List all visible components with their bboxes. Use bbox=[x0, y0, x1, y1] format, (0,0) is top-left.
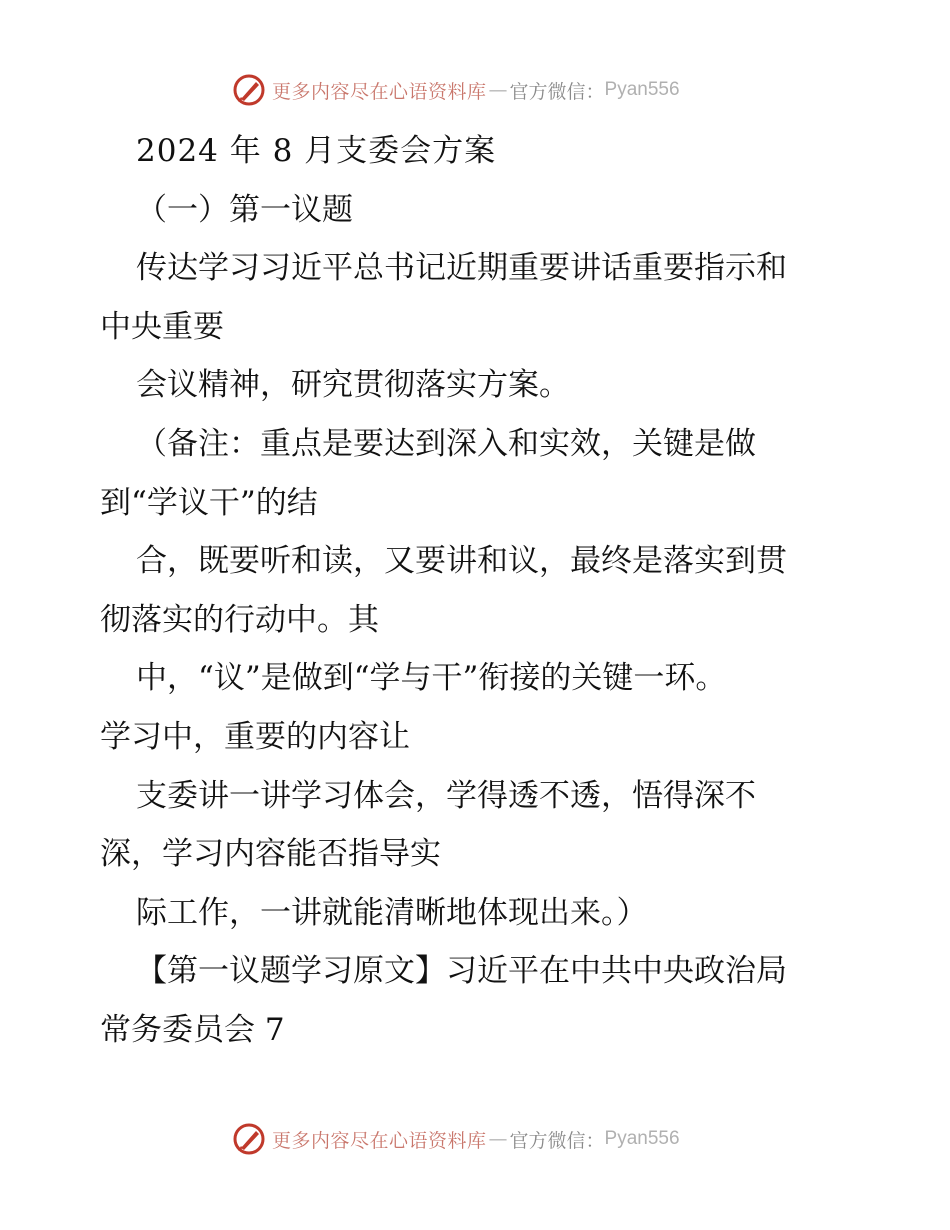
footer-watermark bbox=[232, 1121, 752, 1157]
watermark-separator: — bbox=[488, 1128, 508, 1150]
watermark-wechat-id: Pyan556 bbox=[604, 1128, 680, 1149]
text-line: 深，学习内容能否指导实 bbox=[100, 836, 441, 873]
watermark-wechat-id: Pyan556 bbox=[604, 79, 680, 100]
text-line: 中央重要 bbox=[100, 308, 224, 345]
document-title: 2024 年 8 月支委会方案 bbox=[136, 133, 497, 169]
watermark-official-label: 官方微信： bbox=[509, 80, 605, 103]
quill-pen-logo-icon bbox=[232, 1122, 266, 1156]
text-line: 学习中，重要的内容让 bbox=[100, 718, 410, 755]
text-line: （一）第一议题 bbox=[136, 191, 353, 228]
text-line: 彻落实的行动中。其 bbox=[100, 601, 379, 638]
watermark-official-label: 官方微信： bbox=[509, 1129, 605, 1152]
text-line: 常务委员会 7 bbox=[100, 1011, 285, 1048]
watermark-brand: 更多内容尽在心语资料库 bbox=[272, 1129, 487, 1152]
watermark-separator: — bbox=[488, 79, 508, 101]
text-line: 合，既要听和读，又要讲和议，最终是落实到贯 bbox=[136, 543, 787, 580]
document-body bbox=[100, 122, 860, 1060]
watermark-brand: 更多内容尽在心语资料库 bbox=[272, 80, 487, 103]
text-line: 到“学议干”的结 bbox=[100, 484, 318, 521]
header-watermark bbox=[232, 72, 752, 108]
text-line: 传达学习习近平总书记近期重要讲话重要指示和 bbox=[136, 250, 787, 287]
text-line: 支委讲一讲学习体会，学得透不透，悟得深不 bbox=[136, 777, 756, 814]
quill-pen-logo-icon bbox=[232, 73, 266, 107]
text-line: 中，“议”是做到“学与干”衔接的关键一环。 bbox=[136, 660, 727, 697]
text-line: 际工作，一讲就能清晰地体现出来。） bbox=[136, 894, 648, 931]
text-line: 会议精神，研究贯彻落实方案。 bbox=[136, 367, 570, 404]
text-line: 【第一议题学习原文】习近平在中共中央政治局 bbox=[136, 953, 787, 990]
text-line: （备注：重点是要达到深入和实效，关键是做 bbox=[136, 425, 756, 462]
